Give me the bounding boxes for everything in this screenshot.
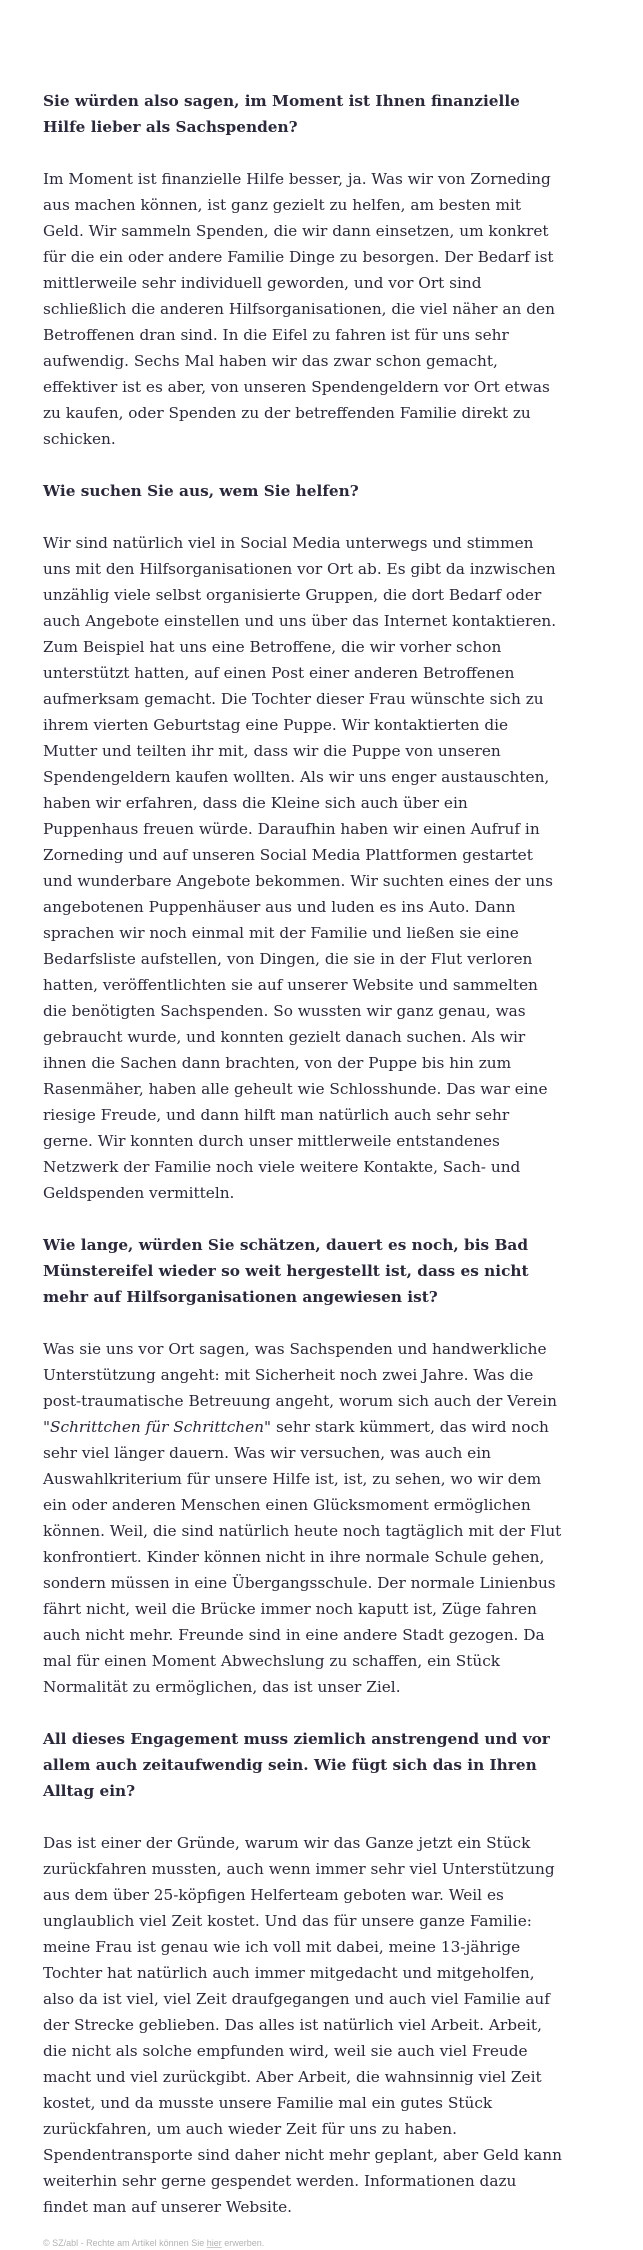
copyright-text: erwerben. (221, 2238, 265, 2248)
copyright-note (43, 2236, 563, 2250)
interview-answer: Im Moment ist finanzielle Hilfe besser, ja. Was wir von Zorneding aus machen können, ist ganz gezielt zu helfen, am besten mit Geld. Wir sammeln Spenden, die wir dann einsetzen, um konkret für die ein oder andere Familie Dinge zu besorgen. Der Bedarf ist mittlerweile sehr individuell geworden, und vor Ort sind schließlich die anderen Hilfsorganisationen, die viel näher an den Betroffenen dran sind. In die Eifel zu fahren ist für uns sehr aufwendig. Sechs Mal haben wir das zwar schon gemacht, effektiver ist es aber, von unseren Spendengeldern vor Ort etwas zu kaufen, oder Spenden zu der betreffenden Familie direkt zu schicken. (43, 170, 555, 448)
interview-question: Wie suchen Sie aus, wem Sie helfen? (43, 482, 359, 500)
interview-question: All dieses Engagement muss ziemlich anstrengend und vor allem auch zeitaufwendig sein. Wie fügt sich das in Ihren Alltag ein? (43, 1730, 550, 1800)
association-name: "Schrittchen für Schrittchen" (43, 1418, 272, 1436)
copyright-text: © SZ/abl - Rechte am Artikel können Sie (43, 2238, 207, 2248)
interview-question: Sie würden also sagen, im Moment ist Ihnen finanzielle Hilfe lieber als Sachspenden? (43, 92, 520, 136)
interview-question: Wie lange, würden Sie schätzen, dauert es noch, bis Bad Münstereifel wieder so weit hergestellt ist, dass es nicht mehr auf Hilfsorganisationen angewiesen ist? (43, 1236, 529, 1306)
interview-answer: Das ist einer der Gründe, warum wir das Ganze jetzt ein Stück zurückfahren mussten, auch wenn immer sehr viel Unterstützung aus dem über 25-köpfigen Helferteam geboten war. Weil es unglaublich viel Zeit kostet. Und das für unsere ganze Familie: meine Frau ist genau wie ich voll mit dabei, meine 13-jährige Tochter hat natürlich auch immer mitgedacht und mitgeholfen, also da ist viel, viel Zeit draufgegangen und auch viel Familie auf der Strecke geblieben. Das alles ist natürlich viel Arbeit. Arbeit, die nicht als solche empfunden wird, weil sie auch viel Freude macht und viel zurückgibt. Aber Arbeit, die wahnsinnig viel Zeit kostet, und da musste unsere Familie mal ein gutes Stück zurückfahren, um auch wieder Zeit für uns zu haben. Spendentransporte sind daher nicht mehr geplant, aber Geld kann weiterhin sehr gerne gespendet werden. Informationen dazu findet man auf unserer Website. (43, 1834, 562, 2216)
article-body (43, 88, 563, 2250)
interview-answer (43, 1336, 563, 1700)
rights-link[interactable]: hier (206, 2238, 222, 2248)
interview-answer: Wir sind natürlich viel in Social Media unterwegs und stimmen uns mit den Hilfsorganisationen vor Ort ab. Es gibt da inzwischen unzählig viele selbst organisierte Gruppen, die dort Bedarf oder auch Angebote einstellen und uns über das Internet kontaktieren. Zum Beispiel hat uns eine Betroffene, die wir vorher schon unterstützt hatten, auf einen Post einer anderen Betroffenen aufmerksam gemacht. Die Tochter dieser Frau wünschte sich zu ihrem vierten Geburtstag eine Puppe. Wir kontaktierten die Mutter und teilten ihr mit, dass wir die Puppe von unseren Spendengeldern kaufen wollten. Als wir uns enger austauschten, haben wir erfahren, dass die Kleine sich auch über ein Puppenhaus freuen würde. Daraufhin haben wir einen Aufruf in Zorneding und auf unseren Social Media Plattformen gestartet und wunderbare Angebote bekommen. Wir suchten eines der uns angebotenen Puppenhäuser aus und luden es ins Auto. Dann sprachen wir noch einmal mit der Familie und ließen sie eine Bedarfsliste aufstellen, von Dingen, die sie in der Flut verloren hatten, veröffentlichten sie auf unserer Website und sammelten die benötigten Sachspenden. So wussten wir ganz genau, was gebraucht wurde, und konnten gezielt danach suchen. Als wir ihnen die Sachen dann brachten, von der Puppe bis hin zum Rasenmäher, haben alle geheult wie Schlosshunde. Das war eine riesige Freude, und dann hilft man natürlich auch sehr sehr gerne. Wir konnten durch unser mittlerweile entstandenes Netzwerk der Familie noch viele weitere Kontakte, Sach- und Geldspenden vermitteln. (43, 534, 557, 1202)
answer-text: sehr stark kümmert, das wird noch sehr viel länger dauern. Was wir versuchen, was auch ein Auswahlkriterium für unsere Hilfe ist, ist, zu sehen, wo wir dem ein oder anderen Menschen einen Glücksmoment ermöglichen können. Weil, die sind natürlich heute noch tagtäglich mit der Flut konfrontiert. Kinder können nicht in ihre normale Schule gehen, sondern müssen in eine Übergangsschule. Der normale Linienbus fährt nicht, weil die Brücke immer noch kaputt ist, Züge fahren auch nicht mehr. Freunde sind in eine andere Stadt gezogen. Da mal für einen Moment Abwechslung zu schaffen, ein Stück Normalität zu ermöglichen, das ist unser Ziel. (43, 1418, 562, 1696)
answer-text: Was sie uns vor Ort sagen, was Sachspenden und handwerkliche Unterstützung angeht: mit Sicherheit noch zwei Jahre. Was die post-traumatische Betreuung angeht, worum sich auch der Verein (43, 1340, 557, 1410)
